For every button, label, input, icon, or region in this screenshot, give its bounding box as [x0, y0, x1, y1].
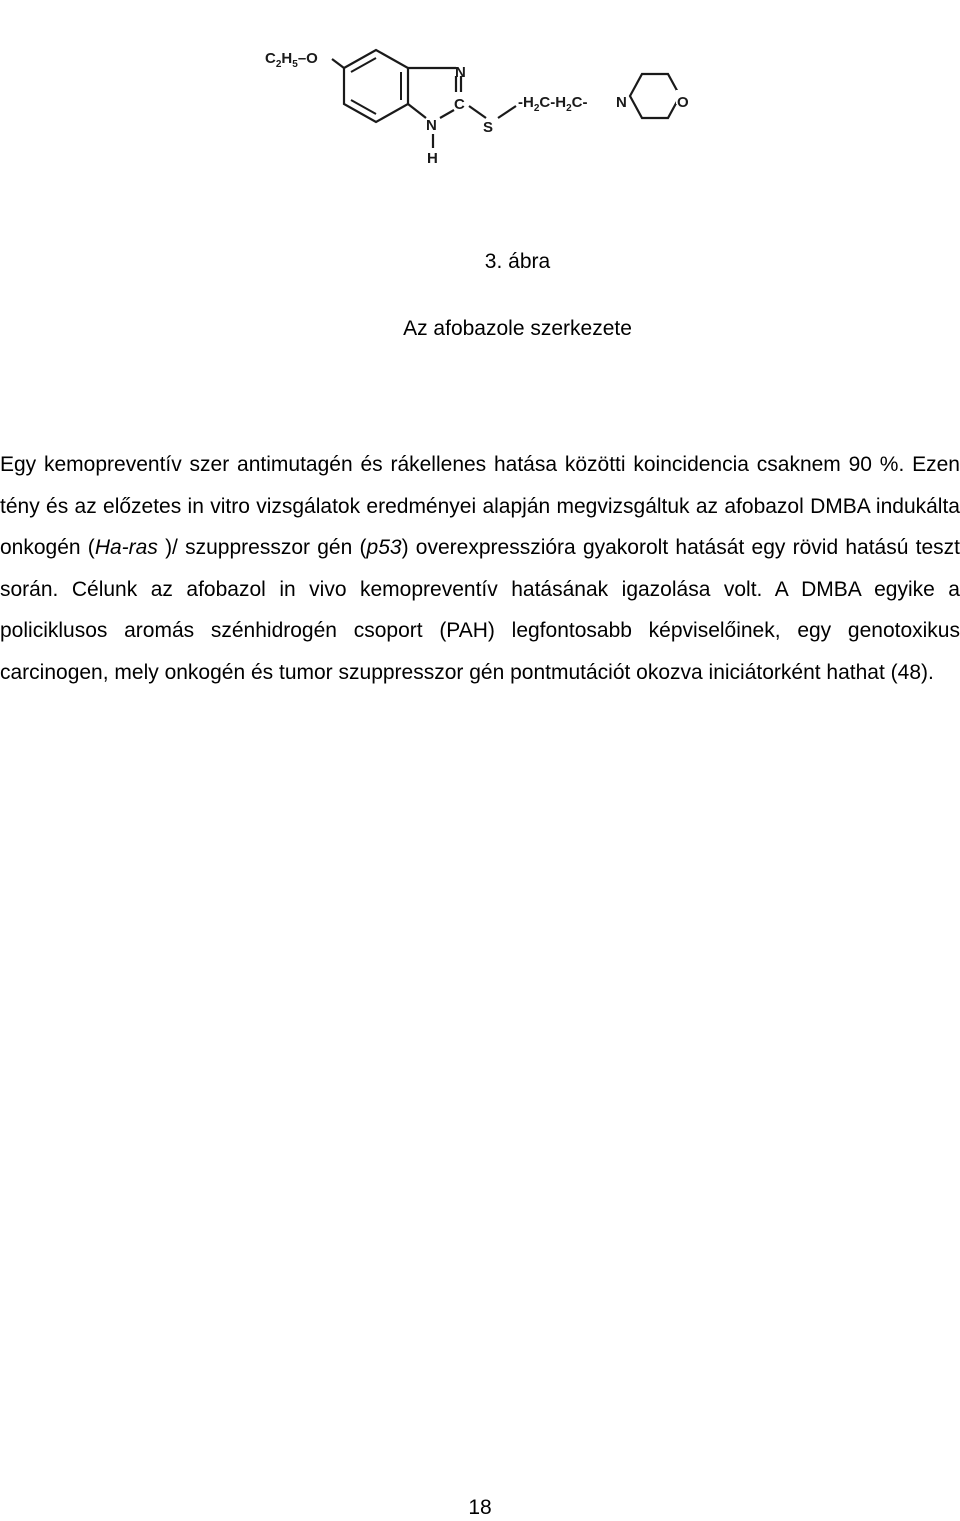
- afobazole-structure-diagram: [240, 30, 720, 190]
- paragraph-part-1: Egy kemopreventív szer antimutagén és rákellenes hatása közötti koincidencia csaknem 90 %. Ezen tény és az előzetes in vitro vizsgálatok eredményei alapján megvizsgáltuk az afobazol DMBA indukálta onkogén (: [0, 453, 960, 560]
- gene-ha-ras: Ha-ras: [94, 536, 158, 560]
- chain-label: $-H_2C-H_2C-$: [518, 94, 588, 114]
- ring-n-top-label: N: [455, 64, 466, 81]
- ring-n-bottom-label: N: [426, 117, 437, 134]
- ring-h-label: H: [427, 150, 438, 167]
- paragraph-part-2: )/ szuppresszor gén (: [157, 536, 367, 560]
- afobazole-structure-figure: [240, 30, 720, 190]
- ring-bond-bottom: [408, 104, 426, 118]
- benzene-double-bond-3: [351, 100, 376, 114]
- ring-c-label: C: [454, 96, 465, 113]
- morpholine-ring: [630, 74, 680, 118]
- ring-bond-nc: [440, 110, 454, 118]
- benzene-double-bond-1: [351, 58, 376, 72]
- body-paragraph: [0, 444, 960, 694]
- cs-bond: [469, 106, 486, 118]
- s-chain-bond: [498, 106, 516, 118]
- morpholine-o-label: O: [677, 94, 689, 111]
- sulfur-label: S: [483, 119, 494, 136]
- benzene-ring: [344, 50, 408, 122]
- page-number: 18: [468, 1496, 492, 1519]
- figure-title: Az afobazole szerkezete: [403, 317, 632, 340]
- morpholine-n-label: N: [616, 94, 627, 111]
- figure-number: 3. ábra: [484, 250, 551, 273]
- ethoxy-bond: [332, 59, 344, 68]
- gene-p53: p53: [366, 536, 402, 560]
- paragraph-part-3: ) overexpresszióra gyakorolt hatását egy rövid hatású teszt során. Célunk az afobazol in vivo kemopreventív hatásának igazolása volt. A DMBA egyike a policiklusos aromás szénhidrogén csoport (PAH) legfontosabb képviselőinek, egy genotoxikus carcinogen, mely onkogén és tumor szuppresszor gén pontmutációt okozva iniciátorként hathat (48).: [0, 536, 960, 684]
- ethoxy-label: $C_2H_5-O$: [265, 50, 318, 70]
